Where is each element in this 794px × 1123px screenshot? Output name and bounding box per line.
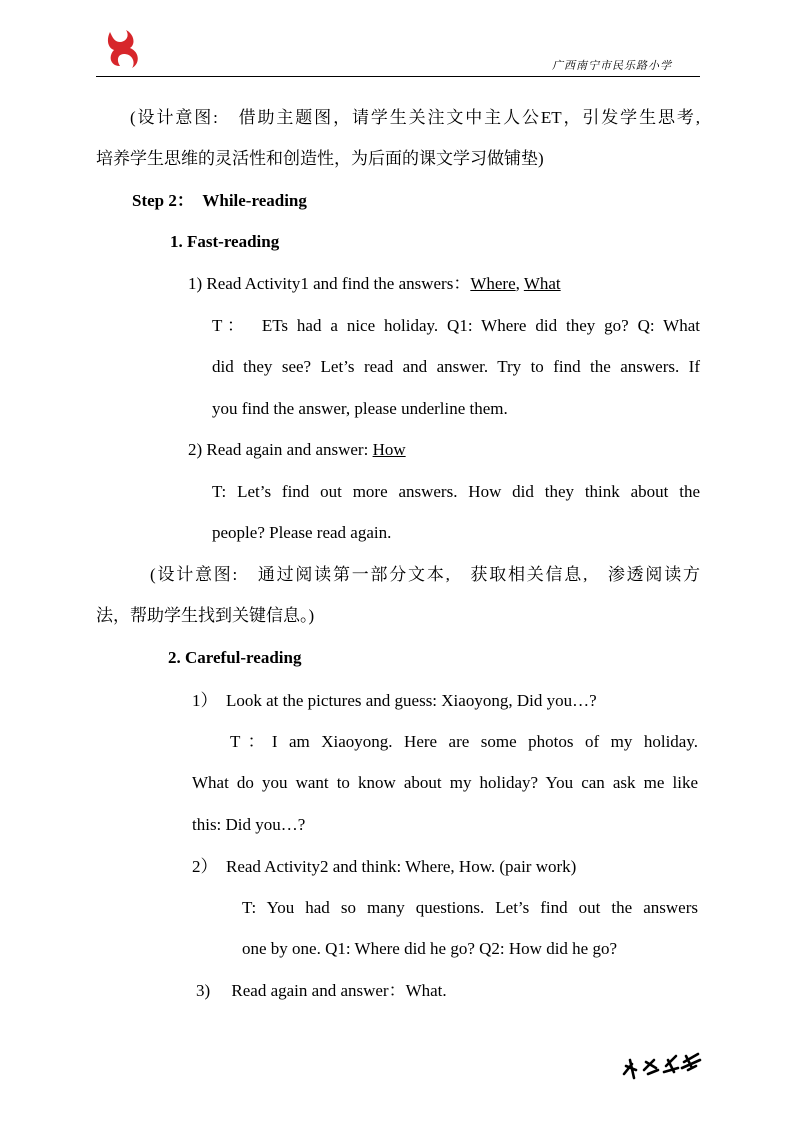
read-activity1-text: 1) Read Activity1 and find the answers： xyxy=(188,274,471,293)
design-intent-1-line-1: (设计意图: 借助主题图，请学生关注文中主人公ET，引发学生思考, xyxy=(130,108,700,127)
design-intent-2-line-1: (设计意图: 通过阅读第一部分文本, 获取相关信息, 渗透阅读方 xyxy=(150,565,700,584)
comma: , xyxy=(515,274,520,293)
how-underlined: How xyxy=(372,440,406,459)
teacher-talk-3-line-1: T：I am Xiaoyong. Here are some photos of my holiday. xyxy=(230,732,698,751)
read-activity2-item: 2） Read Activity2 and think: Where, How. (pair work) xyxy=(192,857,577,876)
teacher-talk-1-line-3: you find the answer, please underline them. xyxy=(212,399,508,418)
teacher-talk-4-line-2: one by one. Q1: Where did he go? Q2: How did he go? xyxy=(242,939,618,958)
teacher-talk-3-line-3: this: Did you…? xyxy=(192,815,306,834)
teacher-talk-1-line-1: T： ETs had a nice holiday. Q1: Where did they go? Q: What xyxy=(212,316,700,335)
look-pictures-item: 1） Look at the pictures and guess: Xiaoyong, Did you…? xyxy=(192,691,597,710)
teacher-talk-4-line-1: T: You had so many questions. Let’s find out the answers xyxy=(242,898,698,917)
read-activity1-item xyxy=(188,273,561,295)
careful-reading-heading: 2. Careful-reading xyxy=(168,648,302,667)
header-divider xyxy=(96,76,700,77)
read-again-item xyxy=(188,439,406,461)
read-again-what-item: 3) Read again and answer：What. xyxy=(196,981,447,1000)
teacher-talk-2-line-1: T: Let’s find out more answers. How did they think about the xyxy=(212,482,700,501)
read-again-text: 2) Read again and answer: xyxy=(188,440,373,459)
growth-garden-logo-icon xyxy=(618,1048,704,1080)
step-2-heading: Step 2： While-reading xyxy=(132,191,307,210)
what-underlined: What xyxy=(523,274,561,293)
design-intent-2-line-2: 法，帮助学生找到关键信息。) xyxy=(96,606,315,625)
school-name: 广西南宁市民乐路小学 xyxy=(552,59,672,72)
school-logo-icon xyxy=(104,26,140,70)
fast-reading-heading: 1. Fast-reading xyxy=(170,232,280,251)
where-underlined: Where xyxy=(470,274,516,293)
teacher-talk-1-line-2: did they see? Let’s read and answer. Try to find the answers. If xyxy=(212,357,700,376)
design-intent-1-line-2: 培养学生思维的灵活性和创造性，为后面的课文学习做铺垫) xyxy=(96,149,544,168)
teacher-talk-3-line-2: What do you want to know about my holiday? You can ask me like xyxy=(192,773,698,792)
teacher-talk-2-line-2: people? Please read again. xyxy=(212,523,392,542)
